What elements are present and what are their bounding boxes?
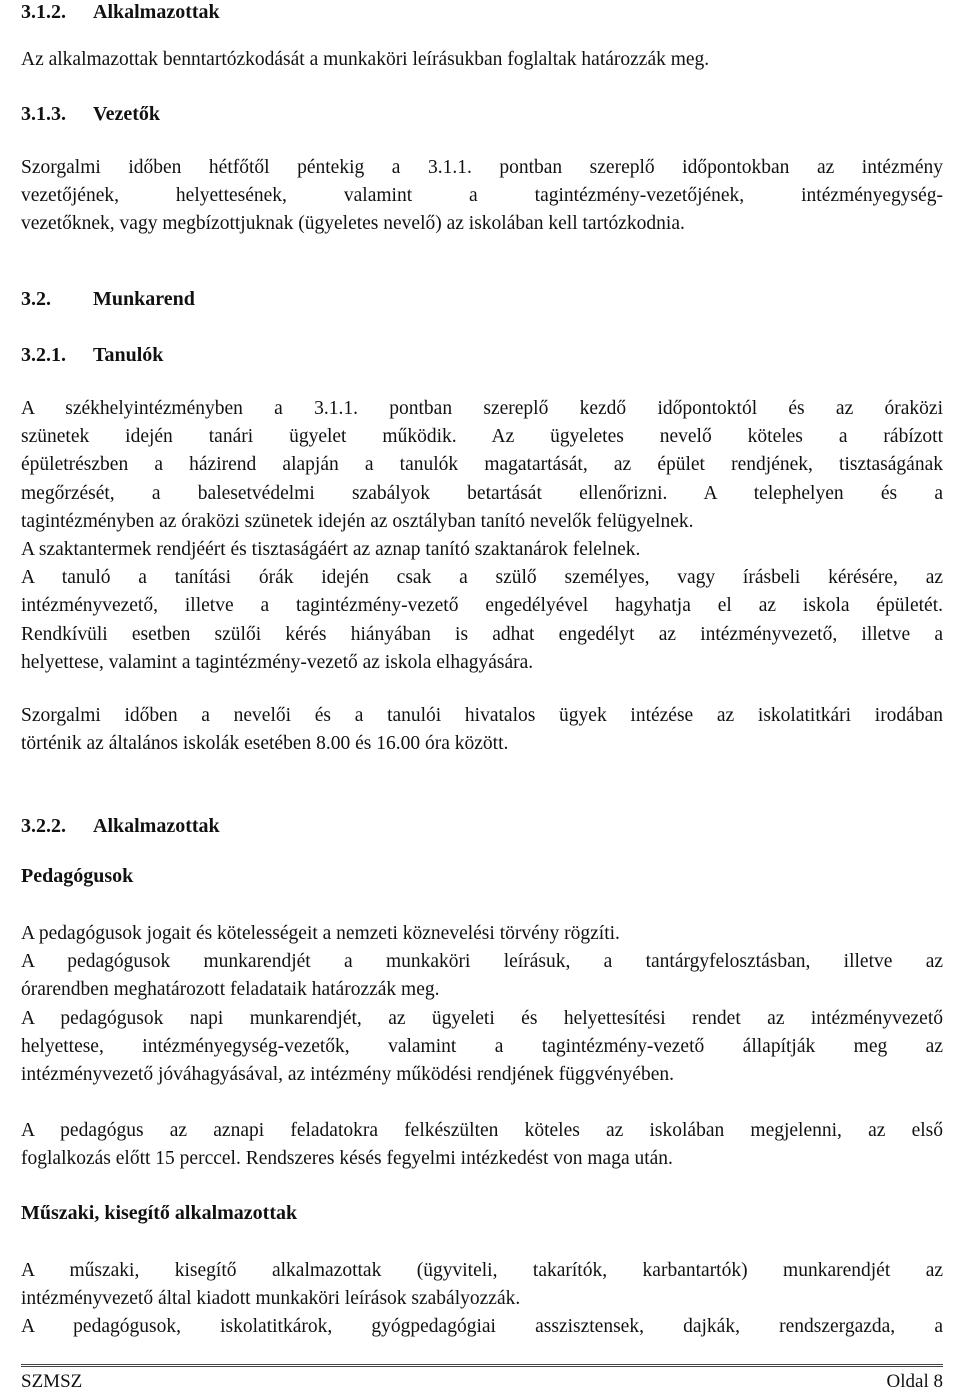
heading-3-2: 3.2. Munkarend [21, 288, 195, 310]
paragraph-pedagogusok-2: A pedagógus az aznapi feladatokra felkészülten köteles az iskolában megjelenni, az első foglalkozás előtt 15 perccel. Rendszeres késés fegyelmi intézkedést von maga után. [21, 1120, 943, 1170]
heading-3-1-3: 3.1.3. Vezetők [21, 103, 161, 125]
heading-3-2-1: 3.2.1. Tanulók [21, 344, 164, 366]
paragraph-pedagogusok-1: A pedagógusok jogait és kötelességeit a nemzeti köznevelési törvény rögzíti. A pedagógusok munkarendjét a munkaköri leírásuk, a tantárgyfelosztásban, illetve az órarendben meghatározott feladataik határozzák meg. A pedagógusok napi munkarendjét, az ügyeleti és helyettesítési rendet az intézményvezető helyettese, intézményegység-vezetők, valamint a tagintézmény-vezető állapítják meg az intézményvezető jóváhagyásával, az intézmény működési rendjének függvényében. [21, 923, 943, 1086]
paragraph-vezetok: Szorgalmi időben hétfőtől péntekig a 3.1.1. pontban szereplő időpontokban az intézmény vezetőjének, helyettesének, valamint a tagintézmény-vezetőjének, intézményegység- vezetőknek, vagy megbízottjuknak (ügyeletes nevelő) az iskolában kell tartózkodnia. [21, 157, 943, 235]
paragraph-muszaki: A műszaki, kisegítő alkalmazottak (ügyviteli, takarítók, karbantartók) munkarendjét az intézményvezető által kiadott munkaköri leírások szabályozzák. A pedagógusok, iskolatitkárok, gyógpedagógiai asszisztensek, dajkák, rendszergazda, a [21, 1260, 943, 1338]
paragraph-alkalmazottak-intro: Az alkalmazottak benntartózkodását a munkaköri leírásukban foglaltak határozzák meg. [21, 49, 710, 70]
footer-document-name: SZMSZ [21, 1371, 83, 1392]
heading-3-2-2: 3.2.2. Alkalmazottak [21, 815, 220, 837]
paragraph-tanulok-2: Szorgalmi időben a nevelői és a tanulói hivatalos ügyek intézése az iskolatitkári irodában történik az általános iskolák esetében 8.00 és 16.00 óra között. [21, 705, 943, 755]
heading-3-1-2: 3.1.2. Alkalmazottak [21, 1, 220, 23]
footer-page-number: Oldal 8 [886, 1371, 943, 1392]
paragraph-tanulok-1: A székhelyintézményben a 3.1.1. pontban szereplő kezdő időpontoktól és az óraközi szünetek idején tanári ügyelet működik. Az ügyeletes nevelő köteles a rábízott épületrészben a házirend alapján a tanulók magatartását, az épület rendjének, tisztaságának megőrzését, a balesetvédelmi szabályok betartását ellenőrizni. A telephelyen és a tagintézményben az óraközi szünetek idején az osztályban tanító nevelők felügyelnek. A szaktantermek rendjéért és tisztaságáért az aznap tanító szaktanárok felelnek. A tanuló a tanítási órák idején csak a szülő személyes, vagy írásbeli kérésére, az intézményvezető, illetve a tagintézmény-vezető engedélyével hagyhatja el az iskola épületét. Rendkívüli esetben szülői kérés hiányában is adhat engedélyt az intézményvezető, illetve a helyettese, valamint a tagintézmény-vezető az iskola elhagyására. [21, 398, 943, 673]
heading-muszaki-kisegito: Műszaki, kisegítő alkalmazottak [21, 1202, 298, 1224]
heading-pedagogusok: Pedagógusok [21, 865, 134, 887]
footer-divider [21, 1364, 943, 1367]
